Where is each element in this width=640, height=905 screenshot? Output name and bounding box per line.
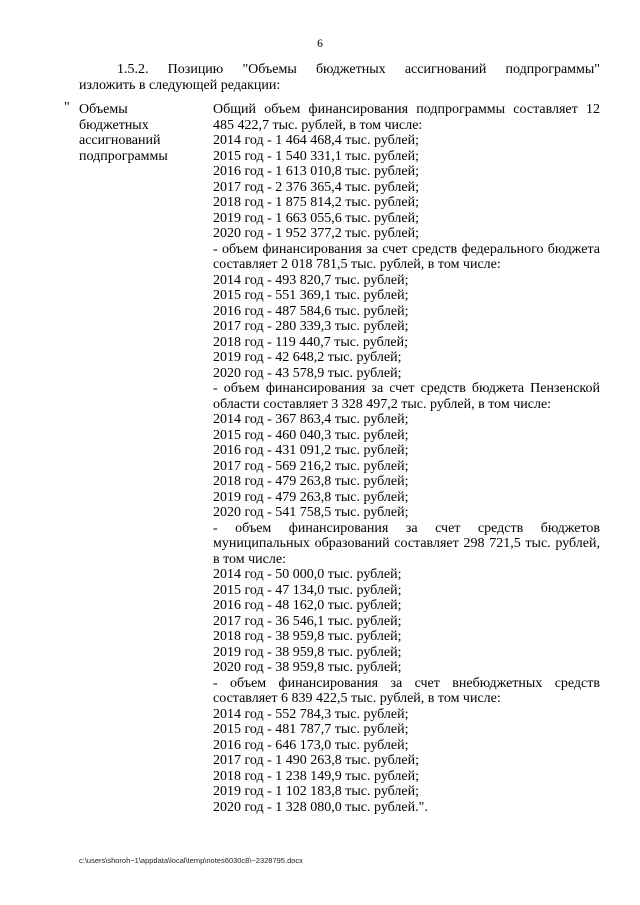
total-funding-text: Общий объем финансирования подпрограммы составляет 12 485 422,7 тыс. рублей, в том числе: bbox=[213, 102, 600, 133]
federal-funding-text: - объем финансирования за счет средств федерального бюджета составляет 2 018 781,5 тыс. рублей, в том числе: bbox=[213, 241, 600, 272]
municipal-year-line: 2015 год - 47 134,0 тыс. рублей; bbox=[213, 582, 402, 598]
total-year-line: 2016 год - 1 613 010,8 тыс. рублей; bbox=[213, 164, 420, 179]
regional-funding-text: - объем финансирования за счет средств бюджета Пензенской области составляет 3 328 497,2 тыс. рублей, в том числе: bbox=[213, 381, 600, 412]
opening-quote-mark: " bbox=[64, 100, 70, 115]
position-title-line: ассигнований bbox=[79, 133, 161, 148]
total-year-line: 2015 год - 1 540 331,1 тыс. рублей; bbox=[213, 148, 420, 164]
federal-funding-section bbox=[213, 242, 600, 382]
extrabudgetary-year-line: 2016 год - 646 173,0 тыс. рублей; bbox=[213, 737, 409, 753]
federal-year-line: 2019 год - 42 648,2 тыс. рублей; bbox=[213, 350, 402, 365]
regional-year-line: 2018 год - 479 263,8 тыс. рублей; bbox=[213, 474, 409, 489]
total-year-line: 2018 год - 1 875 814,2 тыс. рублей; bbox=[213, 195, 420, 210]
extrabudgetary-funding-text: - объем финансирования за счет внебюджетных средств составляет 6 839 422,5 тыс. рублей, в том числе: bbox=[213, 675, 600, 706]
regional-year-line: 2017 год - 569 216,2 тыс. рублей; bbox=[213, 458, 409, 474]
funding-details bbox=[213, 102, 600, 815]
page-number: 6 bbox=[317, 38, 323, 50]
federal-year-line: 2017 год - 280 339,3 тыс. рублей; bbox=[213, 319, 409, 334]
extrabudgetary-year-line: 2018 год - 1 238 149,9 тыс. рублей; bbox=[213, 768, 420, 784]
extrabudgetary-year-line: 2017 год - 1 490 263,8 тыс. рублей; bbox=[213, 753, 420, 768]
municipal-year-line: 2018 год - 38 959,8 тыс. рублей; bbox=[213, 629, 402, 644]
municipal-year-line: 2017 год - 36 546,1 тыс. рублей; bbox=[213, 613, 402, 629]
regional-year-line: 2020 год - 541 758,5 тыс. рублей; bbox=[213, 505, 409, 520]
federal-year-line: 2020 год - 43 578,9 тыс. рублей; bbox=[213, 365, 402, 381]
regional-year-line: 2016 год - 431 091,2 тыс. рублей; bbox=[213, 443, 409, 458]
total-year-line: 2017 год - 2 376 365,4 тыс. рублей; bbox=[213, 179, 420, 195]
municipal-funding-section bbox=[213, 521, 600, 676]
regional-year-line: 2014 год - 367 863,4 тыс. рублей; bbox=[213, 412, 409, 427]
position-title bbox=[79, 102, 199, 164]
extrabudgetary-funding-section bbox=[213, 676, 600, 816]
federal-year-line: 2014 год - 493 820,7 тыс. рублей; bbox=[213, 272, 409, 288]
total-year-line: 2014 год - 1 464 468,4 тыс. рублей; bbox=[213, 133, 420, 148]
extrabudgetary-year-line: 2019 год - 1 102 183,8 тыс. рублей; bbox=[213, 784, 420, 799]
extrabudgetary-year-line: 2015 год - 481 787,7 тыс. рублей; bbox=[213, 722, 409, 737]
municipal-year-line: 2019 год - 38 959,8 тыс. рублей; bbox=[213, 644, 402, 660]
total-year-line: 2020 год - 1 952 377,2 тыс. рублей; bbox=[213, 226, 420, 241]
municipal-year-line: 2016 год - 48 162,0 тыс. рублей; bbox=[213, 598, 402, 613]
federal-year-line: 2015 год - 551 369,1 тыс. рублей; bbox=[213, 288, 409, 303]
federal-year-line: 2016 год - 487 584,6 тыс. рублей; bbox=[213, 303, 409, 319]
extrabudgetary-year-line: 2014 год - 552 784,3 тыс. рублей; bbox=[213, 706, 409, 722]
position-title-line: подпрограммы bbox=[79, 148, 168, 164]
municipal-funding-text: - объем финансирования за счет средств бюджетов муниципальных образований составляет 298 721,5 тыс. рублей, в том числе: bbox=[213, 520, 600, 567]
position-title-line: бюджетных bbox=[79, 117, 149, 133]
intro-paragraph bbox=[79, 62, 600, 93]
total-year-line: 2019 год - 1 663 055,6 тыс. рублей; bbox=[213, 210, 420, 226]
regional-funding-section bbox=[213, 381, 600, 521]
municipal-year-line: 2014 год - 50 000,0 тыс. рублей; bbox=[213, 567, 402, 582]
intro-line-1: 1.5.2. Позицию "Объемы бюджетных ассигнований подпрограммы" bbox=[117, 62, 600, 77]
federal-year-line: 2018 год - 119 440,7 тыс. рублей; bbox=[213, 334, 408, 350]
regional-year-line: 2015 год - 460 040,3 тыс. рублей; bbox=[213, 427, 409, 443]
total-funding-section bbox=[213, 102, 600, 242]
position-title-line: Объемы bbox=[79, 102, 128, 117]
intro-line-2: изложить в следующей редакции: bbox=[79, 77, 281, 93]
extrabudgetary-year-line: 2020 год - 1 328 080,0 тыс. рублей.". bbox=[213, 799, 428, 815]
regional-year-line: 2019 год - 479 263,8 тыс. рублей; bbox=[213, 489, 409, 505]
file-path-footer: c:\users\shoroh~1\appdata\local\temp\notes6030c8\~2328795.docx bbox=[79, 856, 303, 865]
municipal-year-line: 2020 год - 38 959,8 тыс. рублей; bbox=[213, 660, 402, 675]
